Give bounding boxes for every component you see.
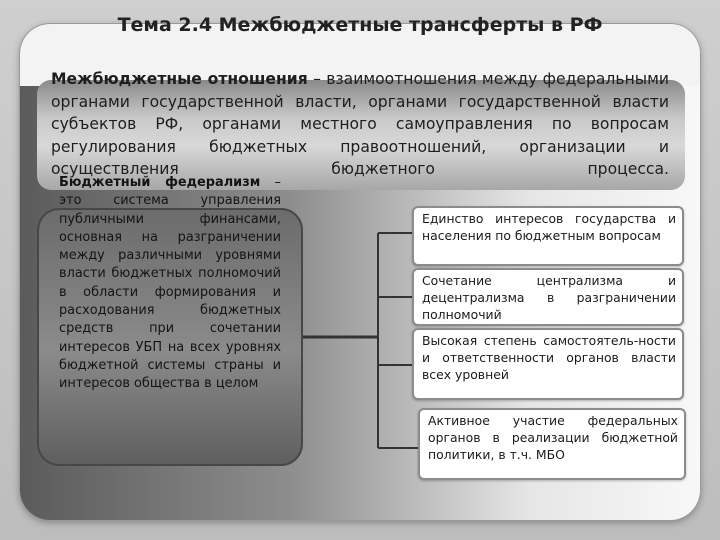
definition-text: – взаимоотношения между федеральными органами государственной власти, органами государственной власти субъектов РФ, органами местного самоуправления по вопросам регулирования бюджетных правоотношений, организации и осуществления бюджетного процесса. [51,70,669,179]
slide-title: Тема 2.4 Межбюджетные трансферты в РФ [117,14,603,36]
definition-term: Межбюджетные отношения [51,70,308,88]
budget-federalism-text: – это система управления публичными финансами, основная на разграничении между различными уровнями власти бюджетных полномочий в области формирования и расходования бюджетных средств при сочетании интересов УБП на всех уровнях бюджетной системы страны и интересов общества в целом [59,175,281,392]
principle-box-3: Высокая степень самостоятель-ности и ответственности органов власти всех уровней [412,328,684,400]
principle-box-2: Сочетание централизма и децентрализма в разграничении полномочий [412,268,684,326]
budget-federalism-term: Бюджетный федерализм [59,175,261,190]
principle-box-4: Активное участие федеральных органов в реализации бюджетной политики, в т.ч. МБО [418,408,686,480]
principle-box-1: Единство интересов государства и населения по бюджетным вопросам [412,206,684,266]
